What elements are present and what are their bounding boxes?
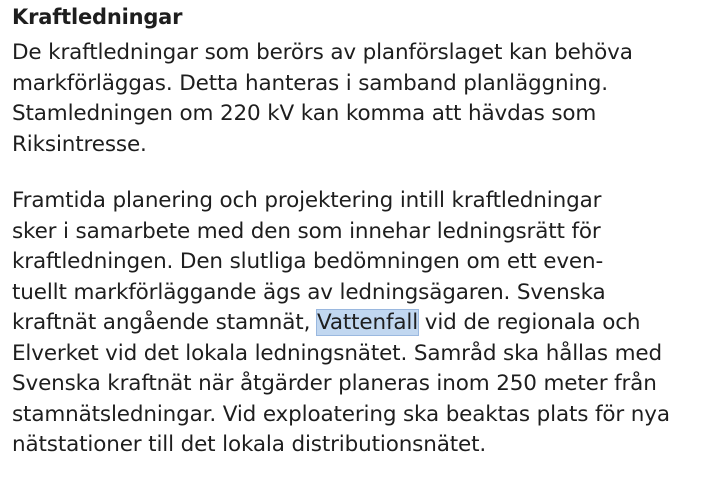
paragraph-2-line: Elverket vid det lokala ledningsnätet. Samråd ska hållas med (12, 340, 663, 366)
paragraph-2-line: sker i samarbete med den som innehar ledningsrätt för (12, 218, 601, 244)
paragraph-2-line-with-selection[interactable] (12, 308, 670, 339)
paragraph-1-line: Stamledningen om 220 kV kan komma att hävdas som (12, 101, 597, 126)
paragraph-2-line: nätstationer till det lokala distributionsnätet. (12, 432, 487, 457)
paragraph-2-line: kraftledningen. Den slutliga bedömningen om ett even- (12, 249, 604, 274)
paragraph-1-line: markförläggas. Detta hanteras i samband planläggning. (12, 70, 608, 96)
paragraph-2-line: tuellt markförläggande ägs av ledningsägaren. Svenska (12, 279, 606, 305)
section-heading: Kraftledningar (12, 5, 183, 29)
text-before-selection: kraftnät angående stamnät, (12, 310, 317, 335)
paragraph-2-line: stamnätsledningar. Vid exploatering ska beaktas plats för nya (12, 401, 670, 427)
text-after-selection: vid de regionala och (418, 310, 641, 335)
paragraph-2-line: Svenska kraftnät när åtgärder planeras inom 250 meter från (12, 371, 657, 396)
paragraph-1 (12, 38, 633, 160)
paragraph-1-line: De kraftledningar som berörs av planförslaget kan behöva (12, 40, 633, 65)
paragraph-1-line: Riksintresse. (12, 131, 147, 157)
selected-text[interactable]: Vattenfall (316, 310, 419, 335)
paragraph-2-line: Framtida planering och projektering intill kraftledningar (12, 188, 602, 213)
paragraph-2 (12, 186, 670, 461)
